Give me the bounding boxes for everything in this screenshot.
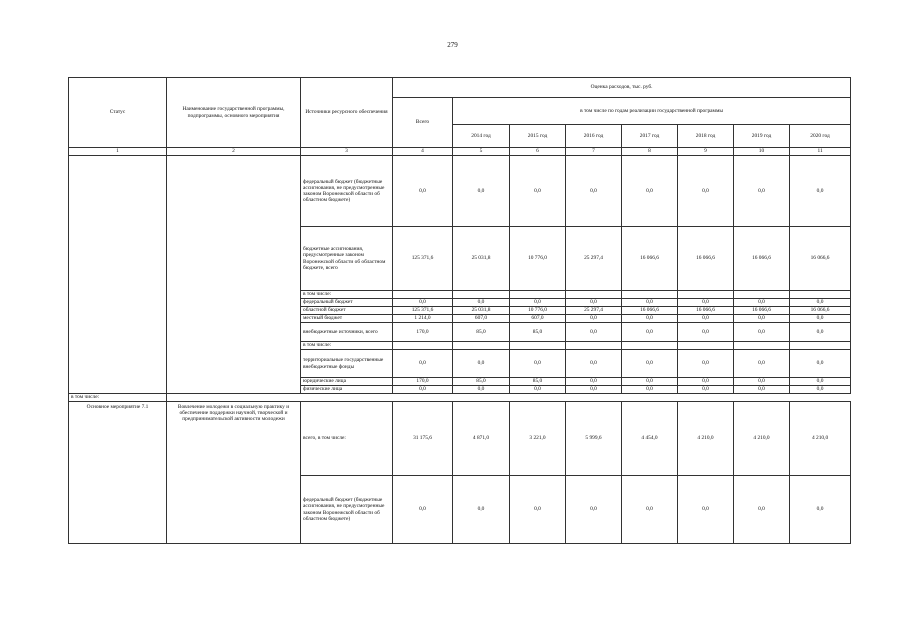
value-cell: 0,0 [678,386,734,394]
value-cell: 0,0 [566,315,622,323]
value-cell: 0,0 [566,323,622,342]
year-header: 2020 год [790,125,851,148]
source-cell: внебюджетные источники, всего [301,323,393,342]
value-cell: 16 066,6 [734,307,790,315]
value-cell: 0,0 [566,156,622,227]
year-header: 2014 год [453,125,510,148]
value-cell: 16 066,6 [790,307,851,315]
value-cell: 0,0 [678,378,734,386]
value-cell: 0,0 [790,378,851,386]
value-cell: 1 214,0 [393,315,453,323]
value-cell [790,291,851,299]
value-cell [393,342,453,350]
header-status: Статус [69,78,167,148]
value-cell: 85,0 [453,378,510,386]
value-cell: 16 066,6 [622,307,678,315]
value-cell: 25 031,8 [453,307,510,315]
value-cell: 0,0 [393,350,453,378]
value-cell [622,291,678,299]
name-cell: Вовлечение молодежи в социальную практику и обеспечение поддержки научной, творческой и предпринимательской активности молодежи [167,402,301,544]
value-cell: 85,0 [510,323,566,342]
value-cell: 0,0 [393,476,453,544]
year-header: 2015 год [510,125,566,148]
value-cell: 16 066,6 [790,227,851,291]
value-cell: 0,0 [393,386,453,394]
source-cell: федеральный бюджет [301,299,393,307]
value-cell: 5 999,6 [566,402,622,476]
header-estimate: Оценка расходов, тыс. руб. [393,78,851,98]
header-sources: Источники ресурсного обеспечения [301,78,393,148]
column-number: 9 [678,148,734,156]
source-cell: областной бюджет [301,307,393,315]
value-cell: 0,0 [734,315,790,323]
value-cell: 85,0 [453,323,510,342]
status-cell-empty [69,156,167,394]
source-cell: юридические лица [301,378,393,386]
value-cell: 0,0 [790,315,851,323]
value-cell [393,291,453,299]
value-cell: 0,0 [622,156,678,227]
value-cell: 3 221,0 [510,402,566,476]
value-cell: 0,0 [734,476,790,544]
source-cell: федеральный бюджет (бюджетные ассигнования, не предусмотренные законом Воронежской области об областном бюджете) [301,156,393,227]
value-cell [678,291,734,299]
expenditure-table [68,77,851,544]
value-cell: 0,0 [453,386,510,394]
value-cell: 85,0 [510,378,566,386]
value-cell: 0,0 [453,299,510,307]
source-cell: территориальные государственные внебюджетные фонды [301,350,393,378]
value-cell: 607,0 [453,315,510,323]
value-cell: 16 066,6 [678,307,734,315]
value-cell [734,291,790,299]
source-cell: в том числе: [301,342,393,350]
value-cell: 0,0 [566,378,622,386]
value-cell: 0,0 [510,350,566,378]
value-cell: 0,0 [790,156,851,227]
value-cell: 0,0 [790,350,851,378]
value-cell: 16 066,6 [678,227,734,291]
column-number: 5 [453,148,510,156]
value-cell: 0,0 [622,386,678,394]
value-cell: 0,0 [622,299,678,307]
value-cell [453,291,510,299]
column-number: 10 [734,148,790,156]
value-cell [566,342,622,350]
value-cell: 0,0 [734,386,790,394]
value-cell: 0,0 [622,323,678,342]
value-cell: 607,0 [510,315,566,323]
source-cell: в том числе: [301,291,393,299]
header-name: Наименование государственной программы, подпрограммы, основного мероприятия [167,78,301,148]
value-cell: 0,0 [566,299,622,307]
value-cell: 0,0 [734,156,790,227]
value-cell: 0,0 [734,299,790,307]
value-cell: 0,0 [393,156,453,227]
source-cell: местный бюджет [301,315,393,323]
value-cell: 125 371,6 [393,307,453,315]
column-number: 7 [566,148,622,156]
value-cell [622,342,678,350]
column-number: 1 [69,148,167,156]
value-cell: 0,0 [393,299,453,307]
value-cell: 0,0 [790,476,851,544]
value-cell [734,342,790,350]
value-cell: 4 871,0 [453,402,510,476]
value-cell: 0,0 [566,476,622,544]
value-cell: 0,0 [678,476,734,544]
year-header: 2016 год [566,125,622,148]
header-row-1 [69,78,851,98]
value-cell: 0,0 [734,378,790,386]
value-cell: 0,0 [678,323,734,342]
year-header: 2017 год [622,125,678,148]
header-total: Всего [393,98,453,148]
value-cell: 0,0 [510,476,566,544]
value-cell: 0,0 [678,156,734,227]
value-cell: 0,0 [790,323,851,342]
value-cell: 10 776,0 [510,307,566,315]
value-cell: 25 031,8 [453,227,510,291]
value-cell: 25 297,4 [566,307,622,315]
value-cell: 0,0 [734,350,790,378]
value-cell: 0,0 [566,386,622,394]
value-cell: 0,0 [734,323,790,342]
value-cell: 0,0 [622,378,678,386]
value-cell: 4 210,0 [678,402,734,476]
year-header: 2019 год [734,125,790,148]
value-cell [510,291,566,299]
column-number: 3 [301,148,393,156]
value-cell: 0,0 [790,299,851,307]
page-number: 279 [447,41,458,49]
value-cell [566,291,622,299]
value-cell [510,342,566,350]
value-cell: 4 210,0 [790,402,851,476]
value-cell: 0,0 [566,350,622,378]
value-cell: 0,0 [453,156,510,227]
value-cell: 31 175,6 [393,402,453,476]
table-row [69,156,851,227]
year-header: 2018 год [678,125,734,148]
value-cell: 4 210,0 [734,402,790,476]
value-cell: 125 371,6 [393,227,453,291]
value-cell: 0,0 [510,156,566,227]
value-cell [453,342,510,350]
column-number: 4 [393,148,453,156]
name-cell-empty [167,156,301,394]
source-cell: федеральный бюджет (бюджетные ассигнования, не предусмотренные законом Воронежской области об областном бюджете) [301,476,393,544]
source-cell: физические лица [301,386,393,394]
source-cell: бюджетные ассигнования, предусмотренные законом Воронежской области об областном бюджете, всего [301,227,393,291]
separator-empty [167,394,851,402]
value-cell: 0,0 [510,299,566,307]
column-number: 2 [167,148,301,156]
value-cell: 16 066,6 [622,227,678,291]
value-cell: 0,0 [453,476,510,544]
value-cell: 0,0 [453,350,510,378]
value-cell: 0,0 [622,350,678,378]
table-row [69,402,851,476]
value-cell: 25 297,4 [566,227,622,291]
separator-label: в том числе: [69,394,167,402]
column-number: 6 [510,148,566,156]
value-cell: 16 066,6 [734,227,790,291]
value-cell: 0,0 [790,386,851,394]
column-number: 11 [790,148,851,156]
value-cell: 0,0 [678,315,734,323]
value-cell: 170,0 [393,323,453,342]
value-cell: 170,0 [393,378,453,386]
separator-row [69,394,851,402]
header-by-years: в том числе по годам реализации государственной программы [453,98,851,125]
value-cell [678,342,734,350]
column-number: 8 [622,148,678,156]
value-cell: 0,0 [510,386,566,394]
value-cell: 0,0 [678,350,734,378]
value-cell: 4 454,0 [622,402,678,476]
column-numbers-row [69,148,851,156]
value-cell: 0,0 [622,315,678,323]
value-cell: 0,0 [678,299,734,307]
value-cell: 0,0 [622,476,678,544]
value-cell: 10 776,0 [510,227,566,291]
value-cell [790,342,851,350]
source-cell: всего, в том числе: [301,402,393,476]
status-cell: Основное мероприятие 7.1 [69,402,167,544]
